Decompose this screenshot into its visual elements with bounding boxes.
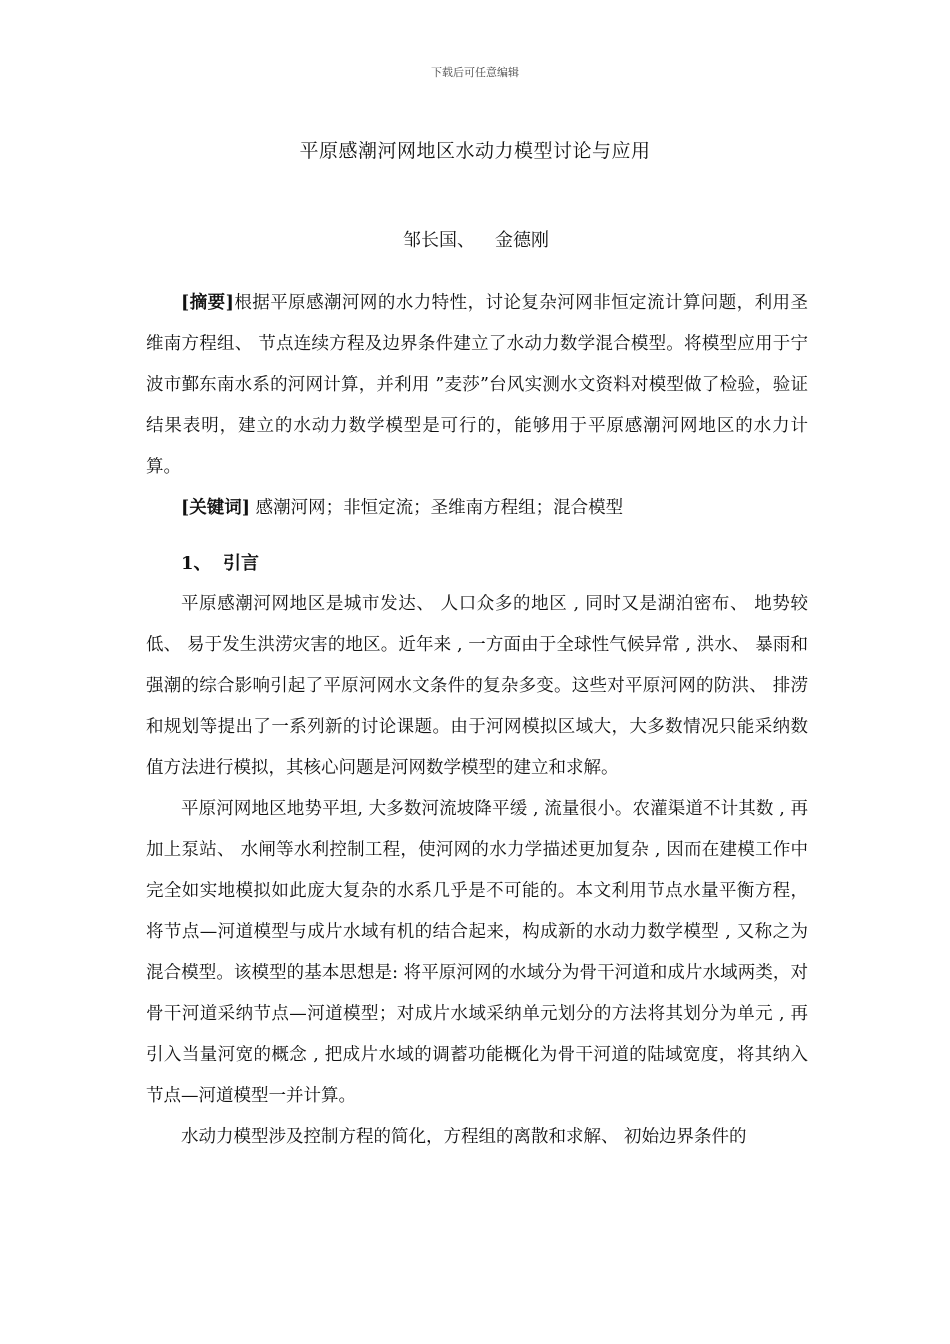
author-line: [403, 226, 549, 252]
abstract-paragraph: [146, 283, 808, 488]
author-1: 邹长国、: [403, 230, 475, 251]
author-2: 金德刚: [495, 230, 549, 251]
section-heading: [146, 543, 808, 584]
keywords-text: 感潮河网；非恒定流；圣维南方程组；混合模型: [255, 498, 624, 518]
body-paragraph-2: 平原河网地区地势平坦, 大多数河流坡降平缓 , 流量很小。农灌渠道不计其数 , 再加上泵站、 水闸等水利控制工程，使河网的水力学描述更加复杂 , 因而在建模工作中完全如实地模拟如此庞大复杂的水系几乎是不可能的。本文利用节点水量平衡方程，将节点—河道模型与成片水域有机的结合起来，构成新的水动力数学模型 , 又称之为混合模型。该模型的基本思想是: 将平原河网的水域分为骨干河道和成片水域两类，对骨干河道采纳节点—河道模型；对成片水域采纳单元划分的方法将其划分为单元 , 再引入当量河宽的概念 , 把成片水域的调蓄功能概化为骨干河道的陆域宽度，将其纳入节点—河道模型一并计算。: [146, 799, 808, 1106]
section-title: 引言: [223, 553, 259, 574]
body-paragraph-1: 平原感潮河网地区是城市发达、 人口众多的地区 , 同时又是湖泊密布、 地势较低、 易于发生洪涝灾害的地区。近年来 , 一方面由于全球性气候异常 , 洪水、 暴雨和强潮的综合影响引起了平原河网水文条件的复杂多变。这些对平原河网的防洪、 排涝和规划等提出了一系列新的讨论课题。由于河网模拟区域大，大多数情况只能采纳数值方法进行模拟，其核心问题是河网数学模型的建立和求解。: [146, 594, 808, 778]
section-number: 1、: [181, 553, 212, 574]
keywords-paragraph: [146, 488, 808, 529]
header-note: 下载后可任意编辑: [431, 66, 519, 79]
paper-title: 平原感潮河网地区水动力模型讨论与应用: [299, 140, 651, 162]
paper-body: [146, 283, 808, 1158]
abstract-label: [摘要]: [181, 293, 234, 313]
abstract-text: 根据平原感潮河网的水力特性，讨论复杂河网非恒定流计算问题，利用圣维南方程组、 节点连续方程及边界条件建立了水动力数学混合模型。将模型应用于宁波市鄞东南水系的河网计算，并利用 ”麦莎”台风实测水文资料对模型做了检验，验证结果表明，建立的水动力数学模型是可行的，能够用于平原感潮河网地区的水力计算。: [146, 293, 809, 477]
keywords-label: [关键词]: [181, 498, 251, 518]
body-paragraph-3: 水动力模型涉及控制方程的简化，方程组的离散和求解、 初始边界条件的: [181, 1127, 747, 1147]
